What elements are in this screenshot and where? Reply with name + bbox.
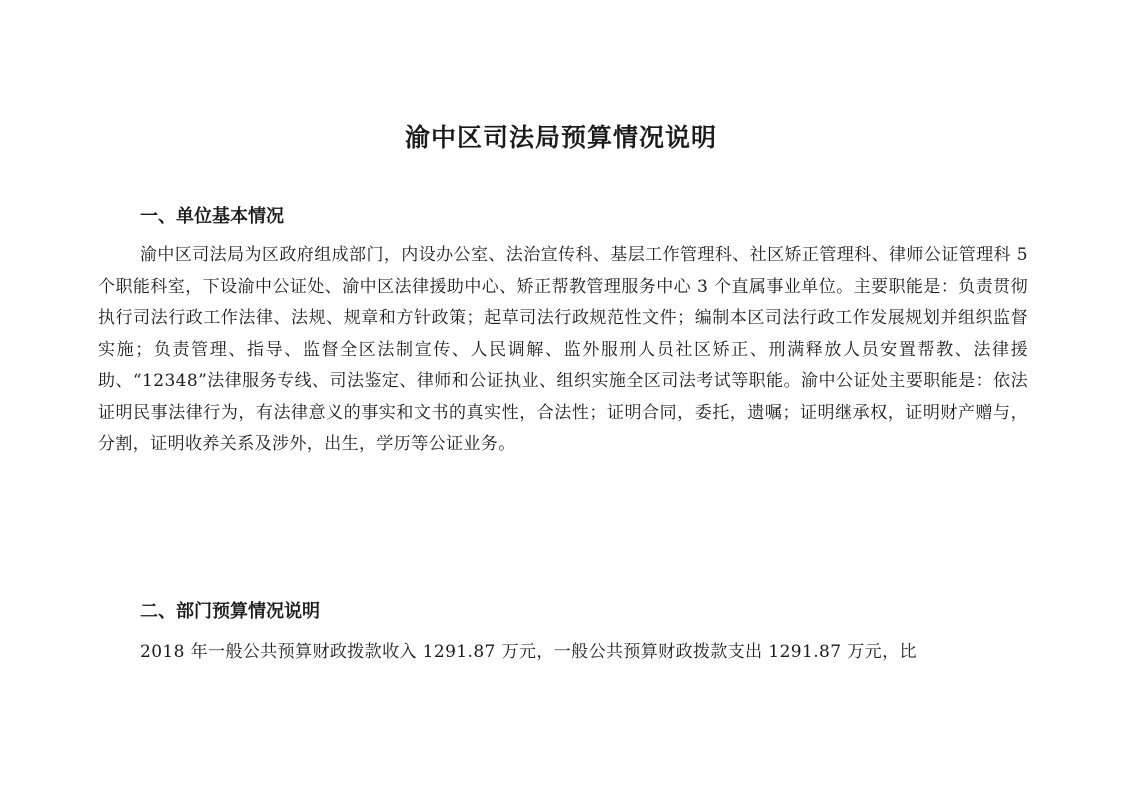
page-title: 渝中区司法局预算情况说明 bbox=[404, 123, 717, 152]
section-heading-basic-info: 一、单位基本情况 bbox=[140, 206, 284, 227]
section-paragraph-budget: 2018 年一般公共预算财政拨款收入 1291.87 万元，一般公共预算财政拨款支出 1291.87 万元，比 bbox=[140, 642, 917, 662]
section-heading-budget: 二、部门预算情况说明 bbox=[140, 601, 320, 622]
section-paragraph-basic-info: 渝中区司法局为区政府组成部门，内设办公室、法治宣传科、基层工作管理科、社区矫正管理科、律师公证管理科 5 个职能科室，下设渝中公证处、渝中区法律援助中心、矫正帮教管理服务中心 3 个直属事业单位。主要职能是：负责贯彻执行司法行政工作法律、法规、规章和方针政策；起草司法行政规范性文件；编制本区司法行政工作发展规划并组织监督实施；负责管理、指导、监督全区法制宣传、人民调解、监外服刑人员社区矫正、刑满释放人员安置帮教、法律援助、“12348”法律服务专线、司法鉴定、律师和公证执业、组织实施全区司法考试等职能。渝中公证处主要职能是：依法证明民事法律行为，有法律意义的事实和文书的真实性，合法性；证明合同，委托，遗嘱；证明继承权，证明财产赠与，分割，证明收养关系及涉外，出生，学历等公证业务。 bbox=[98, 245, 1028, 454]
